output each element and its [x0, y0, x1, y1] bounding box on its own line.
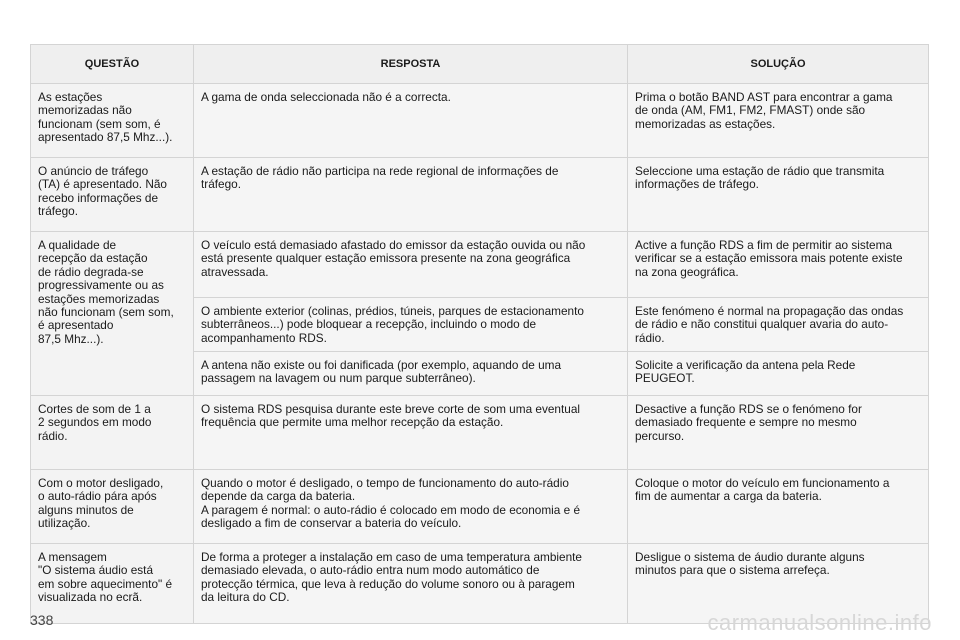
question-cell — [31, 544, 194, 624]
answer-cell-line: A paragem é normal: o auto-rádio é colocado em modo de economia e é — [201, 502, 581, 517]
solution-cell-line: verificar se a estação emissora mais potente existe — [635, 251, 903, 266]
answer-cell-line: subterrâneos...) pode bloquear a recepção, incluindo o modo de — [201, 317, 537, 332]
answer-cell-line: tráfego. — [201, 177, 242, 192]
answer-cell-line: demasiado elevada, o auto-rádio entra num modo automático de — [201, 563, 540, 578]
question-cell-line: funcionam (sem som, é — [38, 116, 161, 131]
solution-cell-line: Active a função RDS a fim de permitir ao sistema — [635, 238, 893, 252]
answer-cell-line: desligado a fim de conservar a bateria do veículo. — [201, 516, 462, 531]
question-cell — [31, 158, 194, 232]
question-cell-line: 87,5 Mhz...). — [38, 331, 104, 346]
solution-cell-line: Solicite a verificação da antena pela Rede — [635, 358, 856, 372]
answer-cell-line: O sistema RDS pesquisa durante este breve corte de som uma eventual — [201, 402, 581, 416]
question-cell — [31, 84, 194, 158]
answer-cell-line: O ambiente exterior (colinas, prédios, túneis, parques de estacionamento — [201, 304, 584, 318]
question-cell-line: é apresentado — [38, 318, 114, 333]
question-cell-line: A qualidade de — [38, 238, 117, 252]
question-cell-line: 2 segundos em modo — [38, 415, 152, 430]
header-question: QUESTÃO — [31, 45, 194, 84]
troubleshooting-table — [30, 44, 929, 624]
answer-cell — [194, 84, 628, 158]
answer-cell — [194, 158, 628, 232]
table-header-row — [31, 45, 929, 84]
solution-cell-line: Este fenómeno é normal na propagação das ondas — [635, 304, 904, 318]
solution-cell-line: de rádio e não constitui qualquer avaria do auto- — [635, 317, 889, 332]
solution-cell — [628, 84, 929, 158]
answer-cell — [194, 396, 628, 470]
answer-cell-line: A estação de rádio não participa na rede regional de informações de — [201, 164, 559, 178]
solution-cell-line: Coloque o motor do veículo em funcionamento a — [635, 476, 890, 490]
solution-cell-line: de onda (AM, FM1, FM2, FMAST) onde são — [635, 103, 866, 118]
solution-cell-line: Desligue o sistema de áudio durante alguns — [635, 550, 865, 564]
question-cell-line: Cortes de som de 1 a — [38, 402, 151, 416]
question-cell-line: recebo informações de — [38, 190, 159, 205]
question-cell — [31, 232, 194, 396]
solution-cell — [628, 158, 929, 232]
header-answer: RESPOSTA — [194, 45, 628, 84]
solution-cell-line: percurso. — [635, 428, 685, 443]
question-cell-line: tráfego. — [38, 204, 79, 219]
answer-cell — [194, 232, 628, 298]
answer-cell-line: da leitura do CD. — [201, 590, 290, 605]
question-cell-line: Com o motor desligado, — [38, 476, 164, 490]
question-cell-line: (TA) é apresentado. Não — [38, 177, 167, 192]
solution-cell — [628, 232, 929, 298]
solution-cell-line: demasiado frequente e sempre no mesmo — [635, 415, 857, 430]
answer-cell-line: está presente qualquer estação emissora presente na zona geográfica — [201, 251, 571, 266]
table-row — [31, 396, 929, 470]
answer-cell-line: depende da carga da bateria. — [201, 489, 356, 504]
table-row — [31, 158, 929, 232]
answer-cell-line: acompanhamento RDS. — [201, 330, 327, 345]
answer-cell-line: Quando o motor é desligado, o tempo de funcionamento do auto-rádio — [201, 476, 569, 490]
troubleshooting-table-container — [30, 44, 928, 624]
solution-cell — [628, 352, 929, 396]
question-cell-line: O anúncio de tráfego — [38, 164, 149, 178]
question-cell — [31, 396, 194, 470]
solution-cell-line: Seleccione uma estação de rádio que transmita — [635, 164, 885, 178]
answer-cell-line: passagem na lavagem ou num parque subterrâneo). — [201, 371, 476, 386]
question-cell-line: recepção da estação — [38, 251, 148, 266]
question-cell-line: alguns minutos de — [38, 502, 134, 517]
answer-cell-line: O veículo está demasiado afastado do emissor da estação ouvida ou não — [201, 238, 586, 252]
table-row — [31, 470, 929, 544]
solution-cell — [628, 470, 929, 544]
question-cell-line: memorizadas não — [38, 103, 132, 118]
answer-cell-line: A gama de onda seleccionada não é a correcta. — [201, 90, 451, 104]
solution-cell — [628, 298, 929, 352]
solution-cell — [628, 396, 929, 470]
question-cell-line: As estações — [38, 90, 103, 104]
answer-cell — [194, 298, 628, 352]
solution-cell-line: informações de tráfego. — [635, 177, 759, 192]
question-cell — [31, 470, 194, 544]
table-row — [31, 232, 929, 298]
table-body — [31, 84, 929, 624]
header-solution: SOLUÇÃO — [628, 45, 929, 84]
table-row — [31, 84, 929, 158]
answer-cell-line: De forma a proteger a instalação em caso de uma temperatura ambiente — [201, 550, 582, 564]
solution-cell-line: fim de aumentar a carga da bateria. — [635, 489, 822, 504]
answer-cell-line: A antena não existe ou foi danificada (por exemplo, aquando de uma — [201, 358, 562, 372]
question-cell-line: utilização. — [38, 516, 91, 531]
question-cell-line: o auto-rádio pára após — [38, 489, 157, 504]
question-cell-line: estações memorizadas — [38, 291, 160, 306]
question-cell-line: "O sistema áudio está — [38, 563, 154, 578]
solution-cell-line: minutos para que o sistema arrefeça. — [635, 563, 830, 578]
question-cell-line: progressivamente ou as — [38, 278, 164, 293]
answer-cell-line: atravessada. — [201, 264, 269, 279]
watermark: carmanualsonline.info — [707, 610, 932, 635]
solution-cell-line: rádio. — [635, 330, 665, 345]
question-cell-line: de rádio degrada-se — [38, 264, 144, 279]
solution-cell-line: PEUGEOT. — [635, 371, 695, 386]
page-number: 338 — [30, 612, 54, 628]
solution-cell-line: memorizadas as estações. — [635, 116, 776, 131]
solution-cell-line: Desactive a função RDS se o fenómeno for — [635, 402, 862, 416]
solution-cell-line: Prima o botão BAND AST para encontrar a gama — [635, 90, 893, 104]
question-cell-line: rádio. — [38, 428, 68, 443]
solution-cell-line: na zona geográfica. — [635, 264, 739, 279]
question-cell-line: A mensagem — [38, 550, 107, 564]
answer-cell — [194, 544, 628, 624]
answer-cell-line: frequência que permite uma melhor recepção da estação. — [201, 415, 504, 430]
question-cell-line: apresentado 87,5 Mhz...). — [38, 130, 173, 145]
answer-cell — [194, 352, 628, 396]
question-cell-line: visualizada no ecrã. — [38, 590, 143, 605]
question-cell-line: não funcionam (sem som, — [38, 305, 174, 320]
answer-cell-line: protecção térmica, que leva à redução do volume sonoro ou à paragem — [201, 576, 575, 591]
answer-cell — [194, 470, 628, 544]
question-cell-line: em sobre aquecimento" é — [38, 576, 173, 591]
